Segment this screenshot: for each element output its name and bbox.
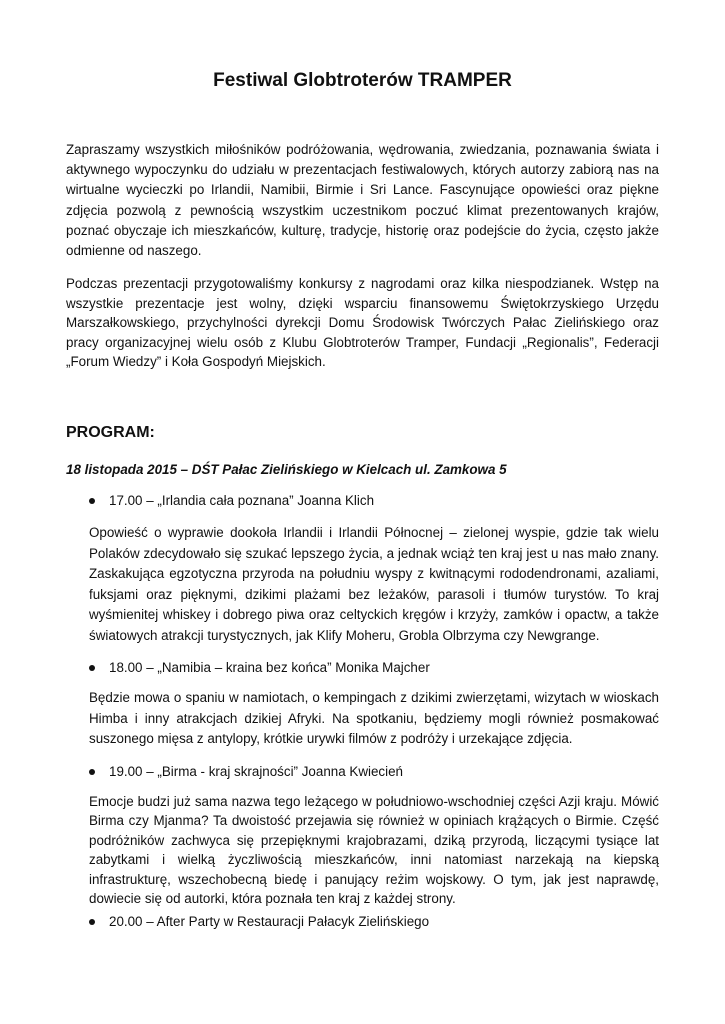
bullet-icon [89,919,95,925]
program-item-2 [89,658,430,678]
program-heading: PROGRAM: [66,424,155,441]
bullet-icon [89,498,95,504]
program-item-title: 18.00 – „Namibia – kraina bez końca” Monika Majcher [109,660,430,675]
program-item-title: 17.00 – „Irlandia cała poznana” Joanna Klich [109,493,375,508]
program-item-description: Będzie mowa o spaniu w namiotach, o kempingach z dzikimi zwierzętami, wizytach w wioskach Himba i inny atrakcjach dzikiej Afryki. Na spotkaniu, będziemy mogli również posmakować suszonego mięsa z antylopy, krótkie urywki filmów z podróży i urzekające zdjęcia. [89,690,659,747]
document-title: Festiwal Globtroterów TRAMPER [213,70,512,91]
program-item-4 [89,912,429,932]
event-date: 18 listopada 2015 – DŚT Pałac Zielińskiego w Kielcach ul. Zamkowa 5 [66,462,507,477]
program-item-description: Emocje budzi już sama nazwa tego leżącego w południowo-wschodniej części Azji kraju. Mówić Birma czy Mjanma? Ta dwoistość przejawia się również w opiniach krążących o Birmie. Część podróżników zachwyca się przepięknymi krajobrazami, dziką przyrodą, liczącymi tysiące lat zabytkami i wielką życzliwością mieszkańców, inni natomiast narzekają na kiepską infrastrukturę, wszechobecną biedę i panujący reżim wojskowy. O tym, jak jest naprawdę, dowiecie się od autorki, która poznała ten kraj z każdej strony. [89,794,659,907]
program-item-title: 19.00 – „Birma - kraj skrajności” Joanna Kwiecień [109,764,403,779]
intro-paragraph-2: Podczas prezentacji przygotowaliśmy konkursy z nagrodami oraz kilka niespodzianek. Wstęp na wszystkie prezentacje jest wolny, dzięki wsparciu finansowemu Świętokrzyskiego Urzędu Marszałkowskiego, przychylności dyrekcji Domu Środowisk Twórczych Pałac Zielińskiego oraz pracy organizacyjnej wielu osób z Klubu Globtroterów Tramper, Fundacji „Regionalis”, Federacji „Forum Wiedzy” i Koła Gospodyń Miejskich. [66,276,659,370]
intro-paragraph-1: Zapraszamy wszystkich miłośników podróżowania, wędrowania, zwiedzania, poznawania świata i aktywnego wypoczynku do udziału w prezentacjach festiwalowych, których autorzy zabiorą nas na wirtualne wycieczki po Irlandii, Namibii, Birmie i Sri Lance. Fascynujące opowieści oraz piękne zdjęcia pozwolą z pewnością wszystkim uczestnikom poczuć klimat prezentowanych krajów, poznać obyczaje ich mieszkańców, kulturę, tradycje, historię oraz podejście do życia, często jakże odmienne od naszego. [66,142,659,259]
program-item-1 [89,491,374,511]
program-item-3 [89,762,403,782]
bullet-icon [89,665,95,671]
program-item-title: 20.00 – After Party w Restauracji Pałacyk Zielińskiego [109,914,430,929]
program-item-description: Opowieść o wyprawie dookoła Irlandii i Irlandii Północnej – zielonej wyspie, gdzie tak wielu Polaków zdecydowało się szukać lepszego życia, a jednak wciąż ten kraj jest u nas mało znany. Zaskakująca egzotyczna przyroda na południu wyspy z kwitnącymi rododendronami, azaliami, fuksjami oraz pięknymi, dzikimi plażami bez leżaków, parasoli i tłumów turystów. To kraj wyśmienitej whiskey i dobrego piwa oraz celtyckich kręgów i krzyży, zamków i opactw, a także światowych atrakcji turystycznych, jak Klify Moheru, Grobla Olbrzyma czy Newgrange. [89,525,659,643]
bullet-icon [89,769,95,775]
